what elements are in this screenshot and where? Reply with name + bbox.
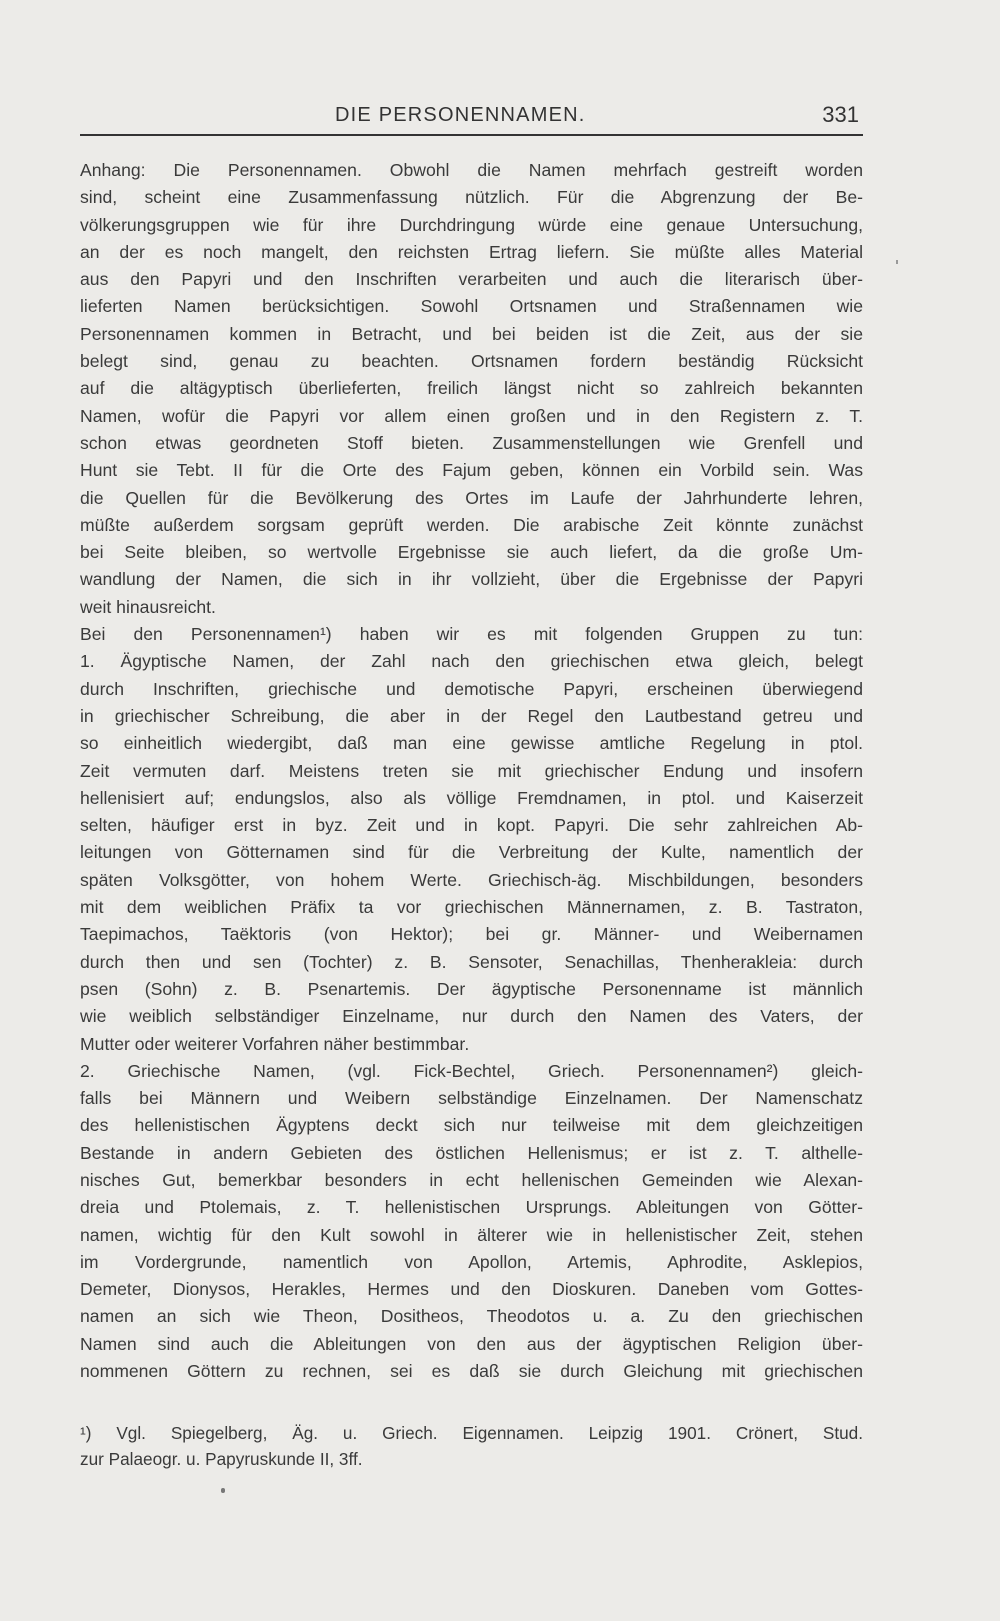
text-line: sind, scheint eine Zusammenfassung nützlich. Für die Abgrenzung der Be- <box>80 187 863 208</box>
text-line: an der es noch mangelt, den reichsten Ertrag liefern. Sie müßte alles Material <box>80 241 863 262</box>
footnote-line: ¹) Vgl. Spiegelberg, Äg. u. Griech. Eigennamen. Leipzig 1901. Crönert, Stud. <box>80 1423 863 1443</box>
text-line: namen, wichtig für den Kult sowohl in älterer wie in hellenistischer Zeit, stehen <box>80 1224 863 1245</box>
text-line: leitungen von Götternamen sind für die Verbreitung der Kulte, namentlich der <box>80 842 863 863</box>
text-line: durch then und sen (Tochter) z. B. Sensoter, Senachillas, Thenherakleia: durch <box>80 951 863 972</box>
text-line: so einheitlich wiedergibt, daß man eine gewisse amtliche Regelung in ptol. <box>80 733 863 754</box>
text-line: falls bei Männern und Weibern selbständige Einzelnamen. Der Namenschatz <box>80 1088 863 1109</box>
running-header <box>80 100 863 136</box>
text-line: durch Inschriften, griechische und demotische Papyri, erscheinen überwiegend <box>80 678 863 699</box>
text-line: in griechischer Schreibung, die aber in der Regel den Lautbestand getreu und <box>80 705 863 726</box>
text-line: nommenen Göttern zu rechnen, sei es daß sie durch Gleichung mit griechischen <box>80 1361 863 1382</box>
text-line: Mutter oder weiterer Vorfahren näher bestimmbar. <box>80 1033 470 1054</box>
text-line: wie weiblich selbständiger Einzelname, nur durch den Namen des Vaters, der <box>80 1006 863 1027</box>
page-number: 331 <box>822 102 859 127</box>
text-line: Zeit vermuten darf. Meistens treten sie mit griechischer Endung und insofern <box>80 760 863 781</box>
text-line: Namen sind auch die Ableitungen von den aus der ägyptischen Religion über- <box>80 1333 863 1354</box>
text-line: namen an sich wie Theon, Dositheos, Theodotos u. a. Zu den griechischen <box>80 1306 863 1327</box>
text-line: müßte außerdem sorgsam geprüft werden. Die arabische Zeit könnte zunächst <box>80 514 863 535</box>
text-line: mit dem weiblichen Präfix ta vor griechischen Männernamen, z. B. Tastraton, <box>80 897 863 918</box>
text-line: späten Volksgötter, von hohem Werte. Griechisch-äg. Mischbildungen, besonders <box>80 869 863 890</box>
text-line: 1. Ägyptische Namen, der Zahl nach den griechischen etwa gleich, belegt <box>80 651 863 672</box>
text-line: Namen, wofür die Papyri vor allem einen großen und in den Registern z. T. <box>80 405 863 426</box>
text-line: aus den Papyri und den Inschriften verarbeiten und auch die literarisch über- <box>80 269 863 290</box>
footnote-line: zur Palaeogr. u. Papyruskunde II, 3ff. <box>80 1449 363 1469</box>
text-line: selten, häufiger erst in byz. Zeit und in kopt. Papyri. Die sehr zahlreichen Ab- <box>80 815 863 836</box>
text-line: die Quellen für die Bevölkerung des Ortes im Laufe der Jahrhunderte lehren, <box>80 487 863 508</box>
body-text <box>80 157 863 1413</box>
text-line: des hellenistischen Ägyptens deckt sich nur teilweise mit dem gleichzeitigen <box>80 1115 863 1136</box>
footnotes <box>80 1420 863 1472</box>
text-line: Anhang: Die Personennamen. Obwohl die Namen mehrfach gestreift worden <box>80 160 863 180</box>
text-line <box>80 1385 863 1412</box>
text-line: hellenisiert auf; endungslos, also als völlige Fremdnamen, in ptol. und Kaiserzeit <box>80 787 863 808</box>
text-line: Personennamen kommen in Betracht, und bei beiden ist die Zeit, aus der sie <box>80 323 863 344</box>
text-line: dreia und Ptolemais, z. T. hellenistischen Ursprungs. Ableitungen von Götter- <box>80 1197 863 1218</box>
text-line: 2. Griechische Namen, (vgl. Fick-Bechtel, Griech. Personennamen²) gleich- <box>80 1060 863 1081</box>
text-line: Taepimachos, Taëktoris (von Hektor); bei gr. Männer- und Weibernamen <box>80 924 863 945</box>
text-line: lieferten Namen berücksichtigen. Sowohl Ortsnamen und Straßennamen wie <box>80 296 863 317</box>
header-title: DIE PERSONENNAMEN. <box>335 104 586 126</box>
text-line: Bei den Personennamen¹) haben wir es mit folgenden Gruppen zu tun: <box>80 624 863 645</box>
text-line: Bestande in andern Gebieten des östlichen Hellenismus; er ist z. T. althelle- <box>80 1142 863 1163</box>
text-line: weit hinausreicht. <box>80 596 216 617</box>
text-line: Hunt sie Tebt. II für die Orte des Fajum geben, können ein Vorbild sein. Was <box>80 460 863 481</box>
text-line: völkerungsgruppen wie für ihre Durchdringung würde eine genaue Untersuchung, <box>80 214 863 235</box>
text-line: auf die altägyptisch überlieferten, freilich längst nicht so zahlreich bekannten <box>80 378 863 399</box>
text-line: Demeter, Dionysos, Herakles, Hermes und den Dioskuren. Daneben vom Gottes- <box>80 1279 863 1300</box>
text-line: bei Seite bleiben, so wertvolle Ergebnisse sie auch liefert, da die große Um- <box>80 542 863 563</box>
text-line: im Vordergrunde, namentlich von Apollon, Artemis, Aphrodite, Asklepios, <box>80 1251 863 1272</box>
text-line: belegt sind, genau zu beachten. Ortsnamen fordern beständig Rücksicht <box>80 351 863 372</box>
text-line: psen (Sohn) z. B. Psenartemis. Der ägyptische Personenname ist männlich <box>80 978 863 999</box>
paper-speck <box>221 1488 225 1493</box>
text-line: nisches Gut, bemerkbar besonders in echt hellenischen Gemeinden wie Alexan- <box>80 1169 863 1190</box>
text-line: wandlung der Namen, die sich in ihr vollzieht, über die Ergebnisse der Papyri <box>80 569 863 590</box>
text-line: schon etwas geordneten Stoff bieten. Zusammenstellungen wie Grenfell und <box>80 432 863 453</box>
paper-speck <box>896 260 898 264</box>
